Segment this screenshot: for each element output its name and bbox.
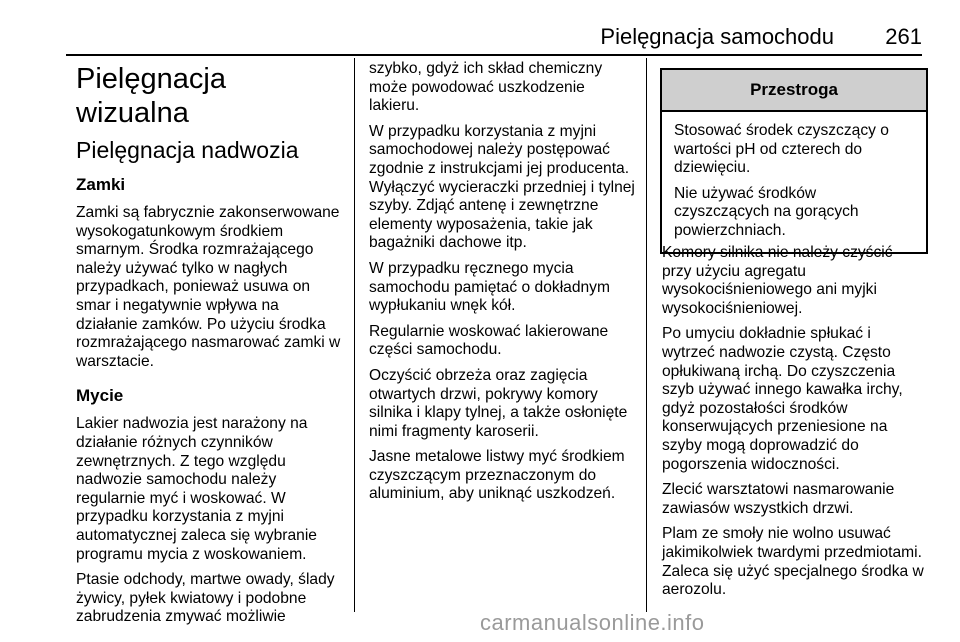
column-divider	[354, 58, 355, 612]
column-3	[662, 244, 924, 607]
zamki-heading: Zamki	[76, 175, 126, 194]
mycie-paragraph-1: Lakier nadwozia jest narażony na działanie różnych czynników zewnętrznych. Z tego względu nadwozie samochodu należy regularnie myć i woskować. W przypadku korzystania z myjni automatycznej zaleca się wybranie programu mycia z woskowaniem.	[76, 415, 317, 563]
caution-paragraph: Stosować środek czyszczący o wartości pH od czterech do dziewięciu.	[674, 122, 889, 177]
paragraph: Po umyciu dokładnie spłukać i wytrzeć nadwozie czystą. Często opłukiwaną irchą. Do czyszczenia szyb używać innego kawałka irchy, gdyż pozostałości środków konserwujących przeniesione na szyby mogą doprowadzić do pogorszenia widoczności.	[662, 325, 903, 473]
caution-title: Przestroga	[662, 70, 926, 112]
column-1	[76, 60, 344, 634]
paragraph: Jasne metalowe listwy myć środkiem czyszczącym przeznaczonym do aluminium, aby uniknąć uszkodzeń.	[369, 448, 625, 503]
caution-body	[662, 112, 926, 252]
subsection-title: Pielęgnacja nadwozia	[76, 137, 299, 163]
zamki-paragraph: Zamki są fabrycznie zakonserwowane wysokogatunkowym środkiem smarnym. Środka rozmrażającego należy używać tylko w nagłych przypadkach, ponieważ usuwa on smar i negatywnie wpływa na działanie zamków. Po użyciu środka rozmrażającego nasmarować zamki w warsztacie.	[76, 204, 341, 370]
paragraph: Regularnie woskować lakierowane części samochodu.	[369, 322, 609, 359]
paragraph: Zlecić warsztatowi nasmarowanie zawiasów wszystkich drzwi.	[662, 481, 895, 517]
page-header	[66, 18, 922, 56]
mycie-heading: Mycie	[76, 386, 124, 406]
caution-paragraph: Nie używać środków czyszczących na gorących powierzchniach.	[674, 184, 859, 239]
caution-box	[660, 68, 928, 254]
paragraph: W przypadku korzystania z myjni samochodowej należy postępować zgodnie z instrukcjami jej producenta. Wyłączyć wycieraczki przedniej i tylnej szyby. Zdjąć antenę i zewnętrzne elementy wyposażenia, takie jak bagażniki dachowe itp.	[369, 122, 635, 252]
header-title: Pielęgnacja samochodu	[600, 24, 834, 49]
paragraph: W przypadku ręcznego mycia samochodu pamiętać o dokładnym wypłukaniu wnęk kół.	[369, 259, 610, 315]
page-number: 261	[885, 24, 922, 49]
paragraph: Plam ze smoły nie wolno usuwać jakimikolwiek twardymi przedmiotami. Zaleca się użyć specjalnego środka w aerozolu.	[662, 525, 924, 599]
watermark: carmanualsonline.info	[480, 610, 705, 635]
paragraph: Oczyścić obrzeża oraz zagięcia otwartych drzwi, pokrywy komory silnika i klapy tylnej, a także osłonięte nimi fragmenty karoserii.	[369, 366, 628, 440]
section-title: Pielęgnacja wizualna	[76, 63, 226, 129]
mycie-paragraph-2: Ptasie odchody, martwe owady, ślady żywicy, pyłek kwiatowy i podobne zabrudzenia zmywać możliwie	[76, 571, 335, 626]
paragraph: szybko, gdyż ich skład chemiczny może powodować uszkodzenie lakieru.	[369, 60, 603, 115]
column-2	[369, 60, 635, 511]
column-divider	[646, 58, 647, 612]
paragraph: Komory silnika nie należy czyścić przy użyciu agregatu wysokociśnieniowego ani myjki wysokociśnieniowej.	[662, 244, 893, 317]
